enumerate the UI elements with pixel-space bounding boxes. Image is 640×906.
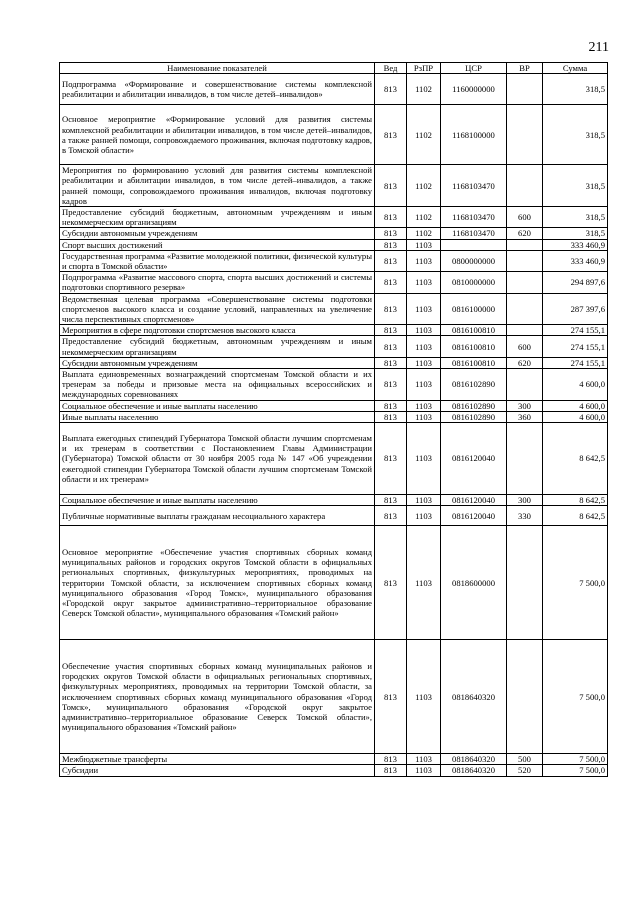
- cell-csr: 0816100000: [441, 293, 507, 325]
- cell-name: Обеспечение участия спортивных сборных команд муниципальных районов и городских округов Томской области в официальных региональных спортивных, физкультурных мероприятиях, проводимых на территории Томской области, за исключением спортивных сборных команд муниципального образования «Город Томск», муниципального образования «Городской округ закрытое административно–территориальное образование Северск Томской области», муниципального образования «Томский район»: [60, 640, 375, 754]
- cell-sum: 274 155,1: [543, 357, 608, 368]
- cell-sum: 4 600,0: [543, 400, 608, 411]
- cell-vr: 520: [507, 765, 543, 776]
- table-row: [60, 765, 608, 776]
- cell-sum: 4 600,0: [543, 411, 608, 422]
- cell-sum: 318,5: [543, 165, 608, 207]
- cell-rzpr: 1103: [407, 765, 441, 776]
- table-row: [60, 293, 608, 325]
- cell-sum: 7 500,0: [543, 765, 608, 776]
- cell-rzpr: 1103: [407, 754, 441, 765]
- page-number: 211: [588, 40, 609, 55]
- cell-vr: [507, 165, 543, 207]
- cell-csr: 1168100000: [441, 105, 507, 165]
- cell-name: Межбюджетные трансферты: [60, 754, 375, 765]
- cell-ved: 813: [375, 336, 407, 357]
- cell-vr: 600: [507, 207, 543, 228]
- cell-vr: [507, 423, 543, 495]
- cell-sum: 7 500,0: [543, 754, 608, 765]
- cell-csr: 0818640320: [441, 754, 507, 765]
- table-row: [60, 239, 608, 250]
- cell-vr: [507, 369, 543, 401]
- table-row: [60, 105, 608, 165]
- cell-csr: 0816120040: [441, 423, 507, 495]
- cell-sum: 318,5: [543, 74, 608, 105]
- cell-vr: [507, 293, 543, 325]
- table-row: [60, 165, 608, 207]
- cell-name: Субсидии автономным учреждениям: [60, 228, 375, 239]
- cell-sum: 333 460,9: [543, 239, 608, 250]
- table-row: [60, 336, 608, 357]
- cell-vr: 600: [507, 336, 543, 357]
- cell-vr: 330: [507, 506, 543, 526]
- cell-csr: 0816100810: [441, 357, 507, 368]
- cell-rzpr: 1103: [407, 526, 441, 640]
- table-row: [60, 506, 608, 526]
- cell-rzpr: 1103: [407, 495, 441, 506]
- cell-ved: 813: [375, 239, 407, 250]
- cell-name: Мероприятия в сфере подготовки спортсменов высокого класса: [60, 325, 375, 336]
- cell-name: Основное мероприятие «Обеспечение участия спортивных сборных команд муниципальных районов и городских округов Томской области в официальных региональных спортивных, физкультурных мероприятиях, проводимых на территории Томской области, за исключением спортивных сборных команд муниципального образования «Город Томск», муниципального образования «Городской округ закрытое административно–территориальное образование Северск Томской области», муниципального образования «Томский район»: [60, 526, 375, 640]
- cell-csr: 1168103470: [441, 228, 507, 239]
- cell-vr: 620: [507, 357, 543, 368]
- cell-ved: 813: [375, 526, 407, 640]
- cell-csr: 0818640320: [441, 765, 507, 776]
- cell-ved: 813: [375, 325, 407, 336]
- cell-vr: 620: [507, 228, 543, 239]
- cell-sum: 7 500,0: [543, 526, 608, 640]
- cell-ved: 813: [375, 423, 407, 495]
- cell-rzpr: 1103: [407, 506, 441, 526]
- cell-name: Государственная программа «Развитие молодежной политики, физической культуры и спорта в Томской области»: [60, 250, 375, 271]
- cell-name: Социальное обеспечение и иные выплаты населению: [60, 495, 375, 506]
- cell-sum: 7 500,0: [543, 640, 608, 754]
- cell-name: Ведомственная целевая программа «Совершенствование системы подготовки спортсменов высокого класса и создание условий, направленных на увеличение числа перспективных спортсменов»: [60, 293, 375, 325]
- cell-ved: 813: [375, 506, 407, 526]
- cell-csr: 0800000000: [441, 250, 507, 271]
- table-row: [60, 228, 608, 239]
- header-name: Наименование показателей: [60, 63, 375, 74]
- cell-vr: 300: [507, 400, 543, 411]
- cell-sum: 318,5: [543, 228, 608, 239]
- cell-vr: [507, 526, 543, 640]
- cell-name: Подпрограмма «Формирование и совершенствование системы комплексной реабилитации и абилитации инвалидов, в том числе детей–инвалидов»: [60, 74, 375, 105]
- cell-ved: 813: [375, 272, 407, 293]
- cell-vr: [507, 272, 543, 293]
- cell-csr: 0816100810: [441, 325, 507, 336]
- cell-csr: 1168103470: [441, 165, 507, 207]
- cell-rzpr: 1103: [407, 293, 441, 325]
- cell-rzpr: 1103: [407, 411, 441, 422]
- header-ved: Вед: [375, 63, 407, 74]
- cell-name: Основное мероприятие «Формирование условий для развития системы комплексной реабилитации и абилитации инвалидов, в том числе детей–инвалидов, а также ранней помощи, сопровождаемого проживания, включая подготовку кадров, в Томской области»: [60, 105, 375, 165]
- cell-ved: 813: [375, 640, 407, 754]
- cell-sum: 318,5: [543, 207, 608, 228]
- table-row: [60, 207, 608, 228]
- cell-csr: 0816120040: [441, 506, 507, 526]
- cell-name: Выплата единовременных вознаграждений спортсменам Томской области и их тренерам за победы и призовые места на официальных всероссийских и международных соревнованиях: [60, 369, 375, 401]
- table-row: [60, 640, 608, 754]
- cell-rzpr: 1102: [407, 74, 441, 105]
- table-row: [60, 423, 608, 495]
- cell-sum: 333 460,9: [543, 250, 608, 271]
- cell-sum: 8 642,5: [543, 506, 608, 526]
- cell-name: Публичные нормативные выплаты гражданам несоциального характера: [60, 506, 375, 526]
- table-row: [60, 325, 608, 336]
- cell-vr: [507, 239, 543, 250]
- cell-ved: 813: [375, 74, 407, 105]
- cell-rzpr: 1103: [407, 640, 441, 754]
- table-row: [60, 369, 608, 401]
- cell-ved: 813: [375, 495, 407, 506]
- cell-name: Предоставление субсидий бюджетным, автономным учреждениям и иным некоммерческим организациям: [60, 207, 375, 228]
- cell-name: Социальное обеспечение и иные выплаты населению: [60, 400, 375, 411]
- cell-ved: 813: [375, 765, 407, 776]
- table-row: [60, 411, 608, 422]
- cell-csr: 0810000000: [441, 272, 507, 293]
- budget-table: [59, 62, 608, 777]
- cell-rzpr: 1102: [407, 105, 441, 165]
- cell-vr: [507, 325, 543, 336]
- cell-rzpr: 1103: [407, 357, 441, 368]
- header-rzpr: РзПР: [407, 63, 441, 74]
- cell-rzpr: 1102: [407, 207, 441, 228]
- header-sum: Сумма: [543, 63, 608, 74]
- cell-ved: 813: [375, 207, 407, 228]
- cell-name: Субсидии автономным учреждениям: [60, 357, 375, 368]
- cell-rzpr: 1103: [407, 272, 441, 293]
- table-row: [60, 495, 608, 506]
- cell-vr: [507, 640, 543, 754]
- cell-ved: 813: [375, 411, 407, 422]
- cell-name: Подпрограмма «Развитие массового спорта, спорта высших достижений и системы подготовки спортивного резерва»: [60, 272, 375, 293]
- cell-csr: 1168103470: [441, 207, 507, 228]
- cell-vr: 300: [507, 495, 543, 506]
- table-row: [60, 272, 608, 293]
- cell-sum: 287 397,6: [543, 293, 608, 325]
- cell-rzpr: 1103: [407, 400, 441, 411]
- cell-name: Субсидии: [60, 765, 375, 776]
- cell-name: Выплата ежегодных стипендий Губернатора Томской области лучшим спортсменам и их тренерам в соответствии с Постановлением Главы Администрации (Губернатора) Томской области от 30 ноября 2005 года № 147 «Об учреждении ежегодной стипендии Губернатора Томской области лучшим спортсменам Томской области и их тренерам»: [60, 423, 375, 495]
- table-row: [60, 357, 608, 368]
- cell-vr: [507, 74, 543, 105]
- cell-rzpr: 1102: [407, 165, 441, 207]
- cell-csr: [441, 239, 507, 250]
- cell-csr: 0816102890: [441, 411, 507, 422]
- cell-ved: 813: [375, 165, 407, 207]
- table-row: [60, 74, 608, 105]
- cell-ved: 813: [375, 228, 407, 239]
- cell-ved: 813: [375, 293, 407, 325]
- cell-sum: 8 642,5: [543, 495, 608, 506]
- cell-vr: [507, 250, 543, 271]
- cell-csr: 0818640320: [441, 640, 507, 754]
- cell-name: Спорт высших достижений: [60, 239, 375, 250]
- table-row: [60, 754, 608, 765]
- cell-sum: 318,5: [543, 105, 608, 165]
- cell-vr: 360: [507, 411, 543, 422]
- cell-rzpr: 1103: [407, 336, 441, 357]
- table-row: [60, 400, 608, 411]
- cell-ved: 813: [375, 105, 407, 165]
- cell-vr: [507, 105, 543, 165]
- cell-name: Мероприятия по формированию условий для развития системы комплексной реабилитации и абилитации инвалидов, в том числе детей–инвалидов, а также ранней помощи, сопровождаемого проживания инвалидов, включая подготовку кадров: [60, 165, 375, 207]
- cell-rzpr: 1102: [407, 228, 441, 239]
- cell-sum: 274 155,1: [543, 325, 608, 336]
- cell-csr: 0816120040: [441, 495, 507, 506]
- cell-ved: 813: [375, 754, 407, 765]
- cell-csr: 0816102890: [441, 400, 507, 411]
- cell-csr: 0816100810: [441, 336, 507, 357]
- table-row: [60, 250, 608, 271]
- table-row: [60, 526, 608, 640]
- header-csr: ЦСР: [441, 63, 507, 74]
- cell-rzpr: 1103: [407, 423, 441, 495]
- cell-rzpr: 1103: [407, 250, 441, 271]
- table-header-row: [60, 63, 608, 74]
- cell-vr: 500: [507, 754, 543, 765]
- cell-name: Иные выплаты населению: [60, 411, 375, 422]
- cell-ved: 813: [375, 357, 407, 368]
- cell-ved: 813: [375, 250, 407, 271]
- cell-rzpr: 1103: [407, 369, 441, 401]
- cell-sum: 4 600,0: [543, 369, 608, 401]
- cell-sum: 8 642,5: [543, 423, 608, 495]
- cell-sum: 274 155,1: [543, 336, 608, 357]
- cell-ved: 813: [375, 369, 407, 401]
- cell-ved: 813: [375, 400, 407, 411]
- cell-csr: 0816102890: [441, 369, 507, 401]
- cell-csr: 1160000000: [441, 74, 507, 105]
- cell-rzpr: 1103: [407, 239, 441, 250]
- cell-csr: 0818600000: [441, 526, 507, 640]
- cell-rzpr: 1103: [407, 325, 441, 336]
- cell-sum: 294 897,6: [543, 272, 608, 293]
- header-vr: ВР: [507, 63, 543, 74]
- cell-name: Предоставление субсидий бюджетным, автономным учреждениям и иным некоммерческим организациям: [60, 336, 375, 357]
